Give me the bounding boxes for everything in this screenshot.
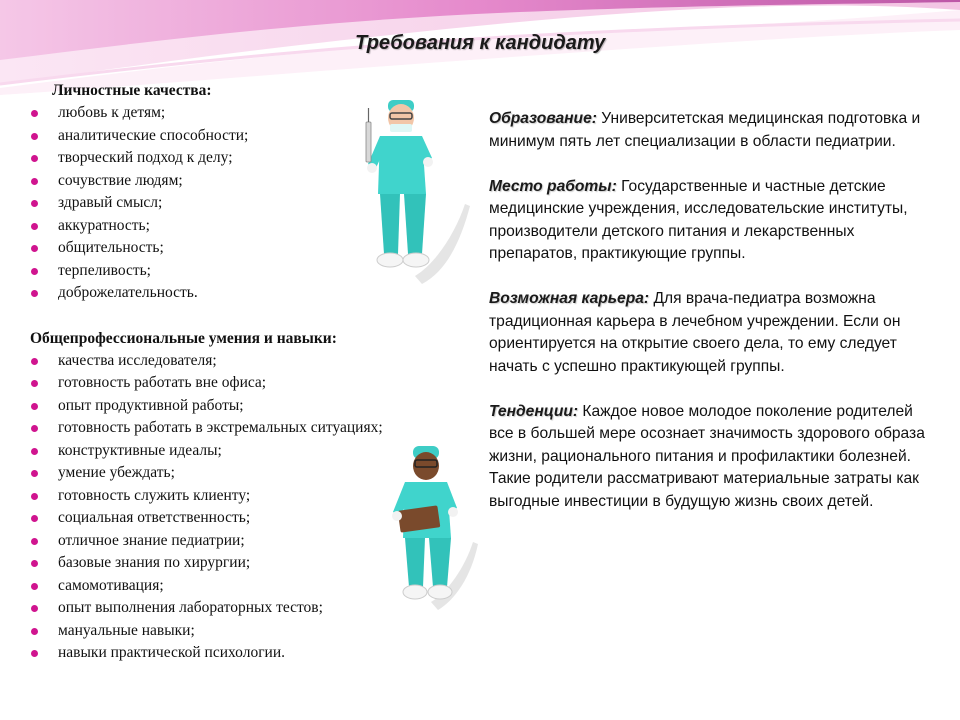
bullet-icon (31, 110, 38, 117)
career-paragraph (489, 288, 931, 378)
trends-label: Тенденции: (489, 402, 579, 420)
bullet-icon (31, 605, 38, 612)
list-item: умение убеждать; (30, 462, 470, 485)
list-item: социальная ответственность; (30, 507, 470, 530)
trends-paragraph (489, 401, 931, 514)
bullet-icon (31, 178, 38, 185)
bullet-icon (31, 155, 38, 162)
bullet-icon (31, 448, 38, 455)
bullet-icon (31, 583, 38, 590)
bullet-icon (31, 358, 38, 365)
bullet-icon (31, 628, 38, 635)
list-item: готовность работать в экстремальных ситуациях; (30, 417, 470, 440)
list-item: любовь к детям; (30, 102, 470, 125)
list-item: аналитические способности; (30, 125, 470, 148)
bullet-icon (31, 425, 38, 432)
list-item: сочувствие людям; (30, 170, 470, 193)
education-label: Образование: (489, 110, 597, 127)
doctor-with-syringe-figure (360, 94, 470, 284)
list-item: опыт выполнения лабораторных тестов; (30, 597, 470, 620)
bullet-icon (31, 650, 38, 657)
list-item: аккуратность; (30, 215, 470, 238)
list-item: мануальные навыки; (30, 620, 470, 643)
list-item: конструктивные идеалы; (30, 440, 470, 463)
bullet-icon (31, 290, 38, 297)
career-label: Возможная карьера: (489, 290, 650, 307)
professional-skills-heading: Общепрофессиональные умения и навыки: (30, 329, 337, 347)
bullet-icon (31, 200, 38, 207)
list-item: готовность работать вне офиса; (30, 372, 470, 395)
slide-title: Требования к кандидату (355, 32, 606, 54)
list-item: опыт продуктивной работы; (30, 395, 470, 418)
bullet-icon (31, 268, 38, 275)
bullet-icon (31, 403, 38, 410)
list-item: творческий подход к делу; (30, 147, 470, 170)
career-info-panel (489, 108, 931, 536)
list-item: базовые знания по хирургии; (30, 552, 470, 575)
list-item: терпеливость; (30, 260, 470, 283)
list-item: самомотивация; (30, 575, 470, 598)
bullet-icon (31, 380, 38, 387)
bullet-icon (31, 245, 38, 252)
bullet-icon (31, 515, 38, 522)
bullet-icon (31, 538, 38, 545)
career-text: Для врача-педиатра возможна традиционная карьера в лечебном учреждении. Если он ориентируется на открытие своего дела, то ему следует начать с успешно практикующей группы. (489, 290, 901, 375)
bullet-icon (31, 560, 38, 567)
workplace-label: Место работы: (489, 177, 617, 195)
doctor-with-clipboard-figure (383, 442, 478, 610)
workplace-paragraph (489, 176, 931, 266)
list-item: навыки практической психологии. (30, 642, 470, 665)
bullet-icon (31, 133, 38, 140)
list-item: качества исследователя; (30, 350, 470, 373)
bullet-icon (31, 493, 38, 500)
list-item: готовность служить клиенту; (30, 485, 470, 508)
education-paragraph (489, 108, 931, 153)
bullet-icon (31, 223, 38, 230)
list-item: общительность; (30, 237, 470, 260)
workplace-text: Государственные и частные детские медицинские учреждения, исследовательские институты, производители детского питания и лекарственных препаратов, практикующие группы. (489, 177, 908, 262)
list-item: доброжелательность. (30, 282, 470, 305)
list-item: здравый смысл; (30, 192, 470, 215)
trends-text: Каждое новое молодое поколение родителей все в большей мере осознает значимость здорового образа жизни, рационального питания и профилактики болезней. Такие родители рассматривают материальные затраты как выгодные инвестиции в будущую жизнь своих детей. (489, 402, 925, 510)
personal-qualities-heading: Личностные качества: (52, 82, 212, 99)
education-text: Университетская медицинская подготовка и минимум пять лет специализации в области педиатрии. (489, 110, 921, 150)
list-item: отличное знание педиатрии; (30, 530, 470, 553)
bullet-icon (31, 470, 38, 477)
